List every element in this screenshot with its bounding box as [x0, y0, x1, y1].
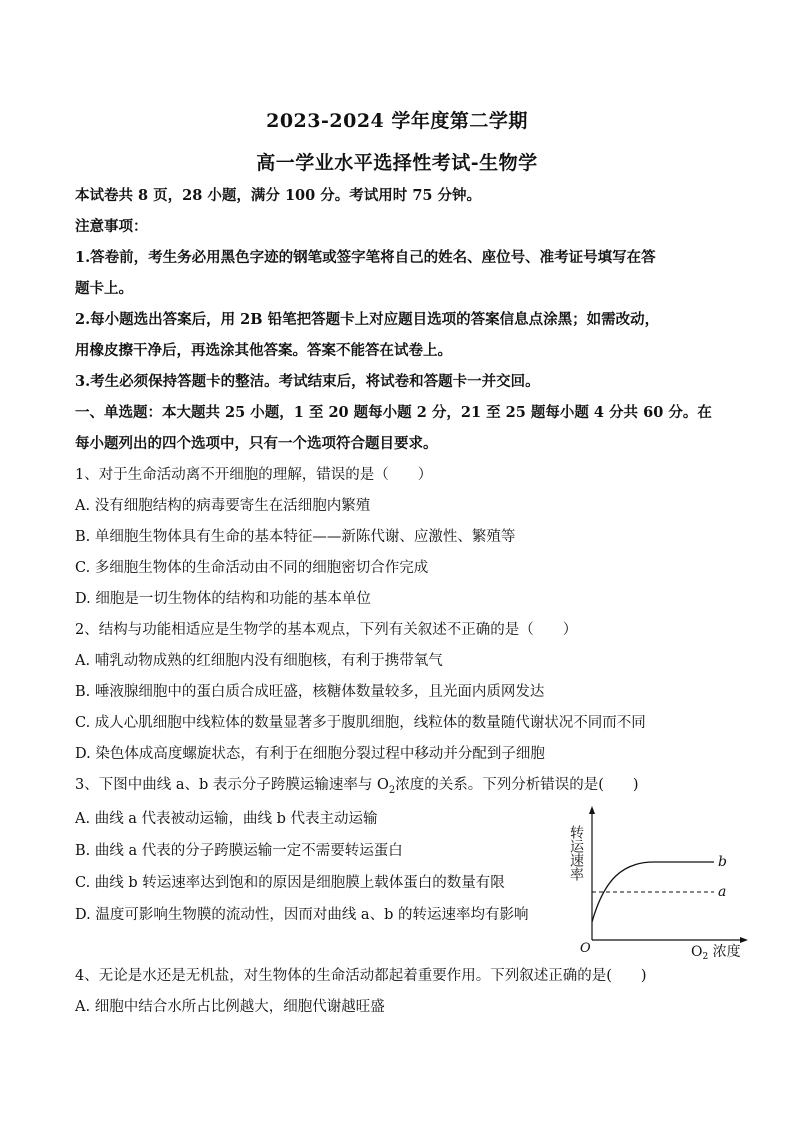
- x-axis-label: [691, 943, 741, 962]
- transport-rate-chart: [552, 800, 752, 965]
- question-3-stem-part: 浓度的关系。下列分析错误的是( ): [395, 777, 639, 793]
- question-3-stem-subscript: 2: [388, 784, 396, 796]
- question-1-stem: 1、对于生命活动离不开细胞的理解，错误的是（ ）: [75, 467, 433, 483]
- section-heading: 每小题列出的四个选项中，只有一个选项符合题目要求。: [75, 435, 438, 452]
- question-2-option-d: D. 染色体成高度螺旋状态，有利于在细胞分裂过程中移动并分配到子细胞: [75, 746, 545, 762]
- question-3-option-d: D. 温度可影响生物膜的流动性，因而对曲线 a、b 的转运速率均有影响: [75, 907, 529, 923]
- question-3-stem: [75, 775, 639, 801]
- series-b-line: [592, 862, 714, 922]
- question-1-option-a: A. 没有细胞结构的病毒要寄生在活细胞内繁殖: [75, 498, 371, 514]
- x-axis-arrow: [740, 937, 748, 943]
- question-1-option-d: D. 细胞是一切生物体的结构和功能的基本单位: [75, 591, 371, 607]
- y-axis-label: 转运速率: [568, 825, 584, 881]
- question-2-stem: 2、结构与功能相适应是生物学的基本观点，下列有关叙述不正确的是（ ）: [75, 622, 578, 638]
- question-2-option-b: B. 唾液腺细胞中的蛋白质合成旺盛，核糖体数量较多，且光面内质网发达: [75, 684, 545, 700]
- question-4-stem: 4、无论是水还是无机盐，对生物体的生命活动都起着重要作用。下列叙述正确的是( ): [75, 968, 647, 984]
- notice-line: 题卡上。: [75, 280, 133, 297]
- notice-line: 2.每小题选出答案后，用 2B 铅笔把答题卡上对应题目选项的答案信息点涂黑；如需改动，: [75, 311, 660, 328]
- exam-year-title: 2023-2024 学年度第二学期: [266, 110, 528, 132]
- question-1-option-b: B. 单细胞生物体具有生命的基本特征——新陈代谢、应激性、繁殖等: [75, 529, 516, 545]
- exam-intro: 本试卷共 8 页，28 小题，满分 100 分。考试用时 75 分钟。: [75, 187, 482, 204]
- origin-label: O: [580, 941, 591, 956]
- question-2-option-a: A. 哺乳动物成熟的红细胞内没有细胞核，有利于携带氧气: [75, 653, 443, 669]
- question-3-option-a: A. 曲线 a 代表被动运输，曲线 b 代表主动运输: [75, 811, 378, 827]
- notice-line: 3.考生必须保持答题卡的整洁。考试结束后，将试卷和答题卡一并交回。: [75, 373, 540, 390]
- series-a-label: a: [718, 884, 727, 900]
- question-3-option-c: C. 曲线 b 转运速率达到饱和的原因是细胞膜上载体蛋白的数量有限: [75, 875, 505, 891]
- section-heading: 一、单选题：本大题共 25 小题，1 至 20 题每小题 2 分，21 至 25 题每小题 4 分共 60 分。在: [75, 404, 712, 421]
- x-axis-label-subscript: 2: [702, 952, 709, 962]
- question-2-option-c: C. 成人心肌细胞中线粒体的数量显著多于腹肌细胞，线粒体的数量随代谢状况不同而不同: [75, 715, 646, 731]
- x-axis-label-rest: 浓度: [708, 944, 741, 960]
- question-1-option-c: C. 多细胞生物体的生命活动由不同的细胞密切合作完成: [75, 560, 429, 576]
- y-axis-arrow: [589, 806, 595, 814]
- series-b-label: b: [718, 854, 727, 870]
- notice-line: 用橡皮擦干净后，再选涂其他答案。答案不能答在试卷上。: [75, 342, 452, 359]
- exam-subject-title: 高一学业水平选择性考试-生物学: [256, 152, 538, 174]
- x-axis-label-o: O: [691, 944, 703, 960]
- notice-title: 注意事项：: [75, 218, 148, 235]
- question-3-option-b: B. 曲线 a 代表的分子跨膜运输一定不需要转运蛋白: [75, 843, 403, 859]
- notice-line: 1.答卷前，考生务必用黑色字迹的钢笔或签字笔将自己的姓名、座位号、准考证号填写在答: [75, 249, 656, 266]
- question-4-option-a: A. 细胞中结合水所占比例越大，细胞代谢越旺盛: [75, 999, 385, 1015]
- question-3-stem-part: 3、下图中曲线 a、b 表示分子跨膜运输速率与 O: [75, 777, 389, 793]
